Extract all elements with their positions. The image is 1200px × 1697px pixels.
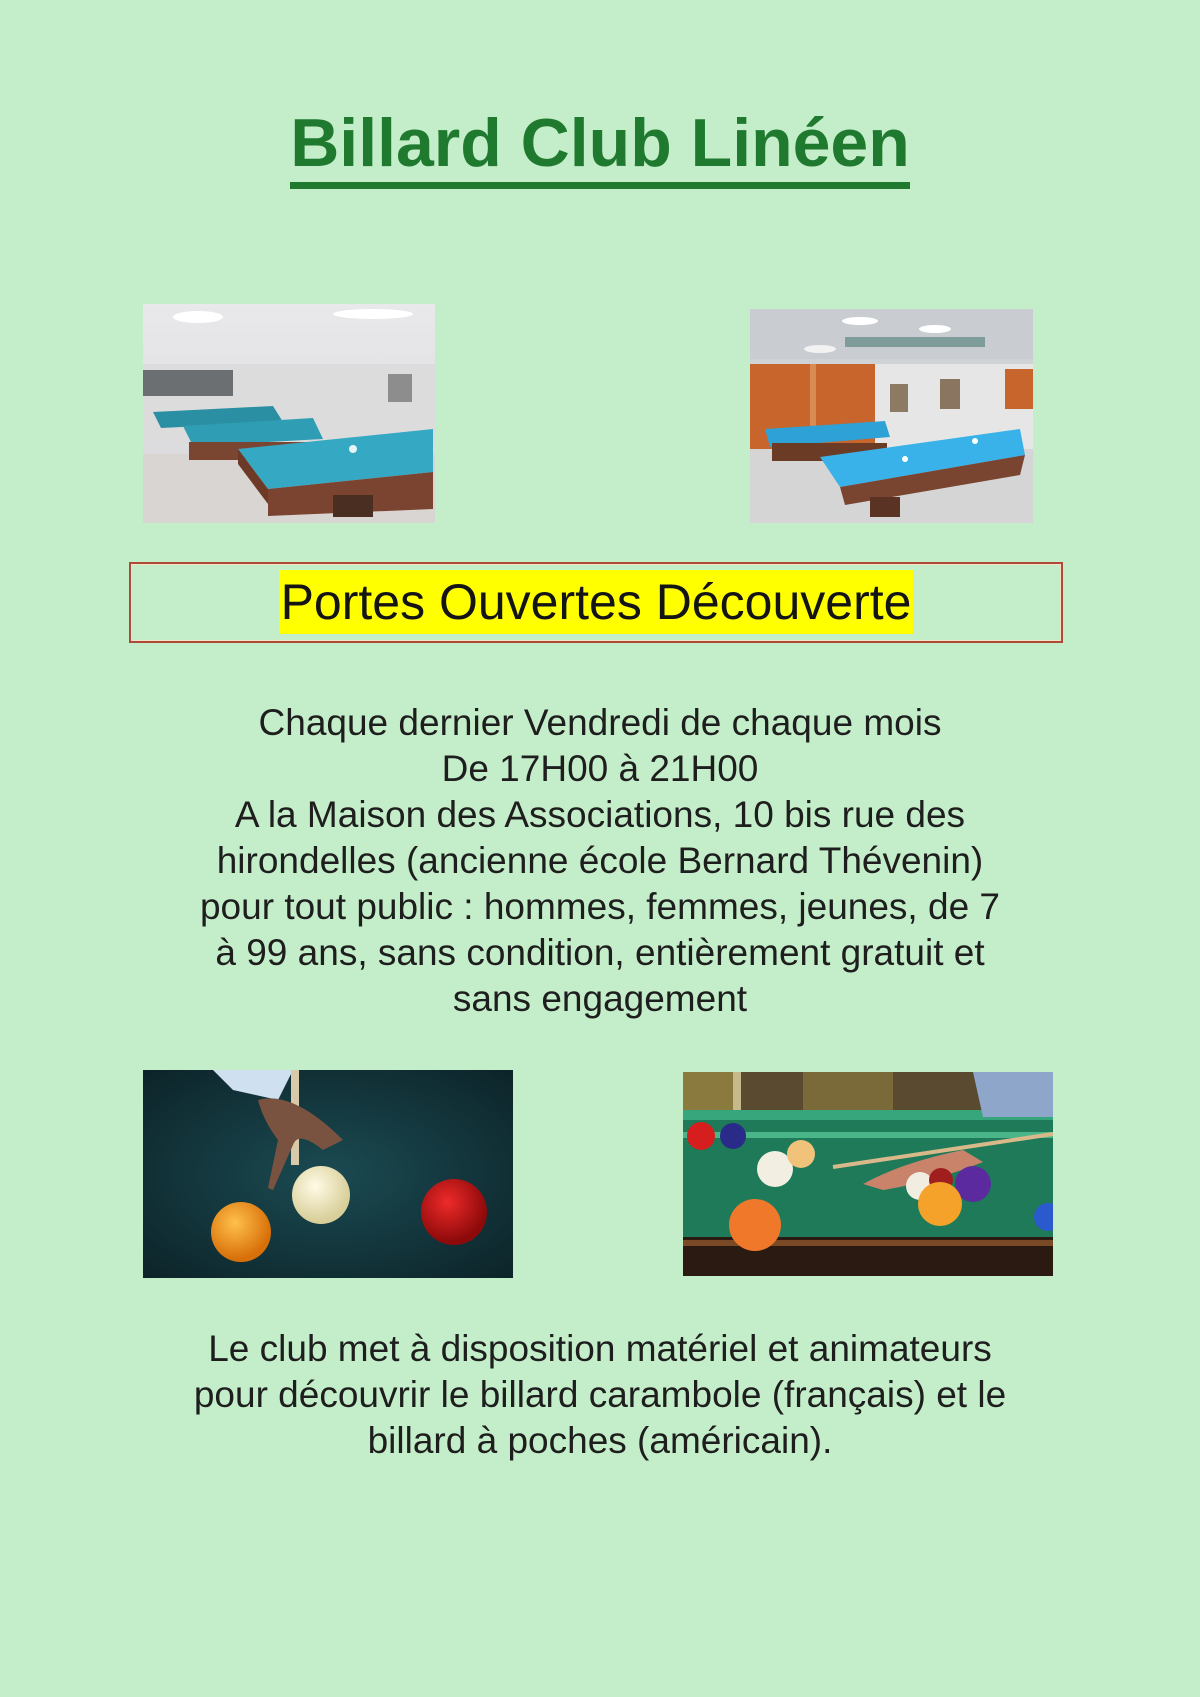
- open-days-banner: [129, 562, 1063, 643]
- title-text: Billard Club Linéen: [290, 106, 910, 189]
- event-hours-line: De 17H00 à 21H00: [441, 748, 759, 789]
- billiard-hall-photo-2: [750, 309, 1033, 523]
- event-schedule-line: Chaque dernier Vendredi de chaque mois: [258, 702, 942, 743]
- event-location-line: A la Maison des Associations, 10 bis rue des: [234, 794, 966, 835]
- carom-balls-photo: [143, 1070, 513, 1278]
- page-title: [0, 103, 1200, 189]
- event-audience-line: sans engagement: [452, 978, 748, 1019]
- event-audience-line: à 99 ans, sans condition, entièrement gratuit et: [215, 932, 985, 973]
- description-line: Le club met à disposition matériel et animateurs: [208, 1328, 992, 1369]
- pool-table-photo: [683, 1072, 1053, 1276]
- event-location-line: hirondelles (ancienne école Bernard Thévenin): [216, 840, 984, 881]
- banner-text: Portes Ouvertes Découverte: [279, 570, 914, 634]
- event-audience-line: pour tout public : hommes, femmes, jeunes, de 7: [199, 886, 1001, 927]
- description-line: pour découvrir le billard carambole (français) et le: [193, 1374, 1007, 1415]
- description-line: billard à poches (américain).: [367, 1420, 833, 1461]
- billiard-hall-photo-1: [143, 304, 435, 523]
- event-details: [140, 700, 1060, 1022]
- club-description: [140, 1326, 1060, 1464]
